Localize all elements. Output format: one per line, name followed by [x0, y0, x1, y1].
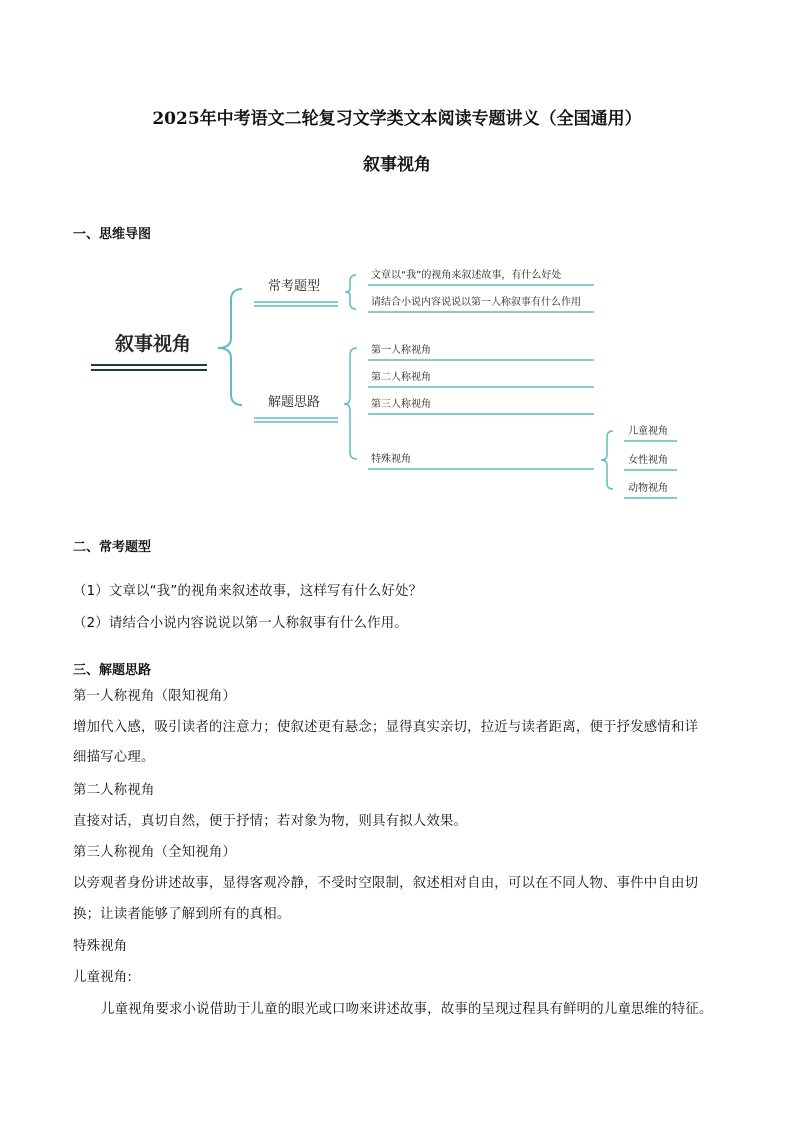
question-2: （2）请结合小说内容说说以第一人称叙事有什么作用。 — [73, 616, 408, 631]
branch1-item-1: 文章以“我”的视角来叙述故事，有什么好处 — [371, 270, 562, 281]
section-heading-mindmap: 一、思维导图 — [73, 227, 152, 242]
special-item-animal: 动物视角 — [628, 483, 668, 494]
branch2-brace — [344, 348, 357, 459]
second-person-title: 第二人称视角 — [73, 783, 155, 798]
section-heading-common-types: 二、常考题型 — [73, 540, 152, 555]
branch-label-solving-ideas: 解题思路 — [268, 395, 321, 410]
branch2-item-special: 特殊视角 — [371, 454, 411, 465]
special-item-child: 儿童视角 — [628, 426, 668, 437]
first-person-title: 第一人称视角（限知视角） — [73, 689, 237, 704]
special-brace — [601, 431, 613, 489]
third-person-text-line1: 以旁观者身份讲述故事，显得客观冷静，不受时空限制，叙述相对自由，可以在不同人物、事件中自由切 — [73, 876, 699, 891]
section-heading-solving-ideas: 三、解题思路 — [73, 663, 152, 678]
special-view-title: 特殊视角 — [73, 939, 128, 954]
document-subtitle: 叙事视角 — [363, 155, 431, 175]
branch2-item-second-person: 第二人称视角 — [371, 372, 431, 383]
first-person-text-line1: 增加代入感，吸引读者的注意力；使叙述更有悬念；显得真实亲切，拉近与读者距离，便于抒发感情和详 — [73, 720, 699, 735]
second-person-text: 直接对话，真切自然，便于抒情；若对象为物，则具有拟人效果。 — [73, 814, 468, 829]
first-person-text-line2: 细描写心理。 — [73, 750, 155, 765]
special-item-female: 女性视角 — [628, 455, 668, 466]
branch2-item-first-person: 第一人称视角 — [371, 345, 431, 356]
branch2-item-third-person: 第三人称视角 — [371, 399, 431, 410]
branch1-item-2: 请结合小说内容说说以第一人称叙事有什么作用 — [371, 297, 581, 308]
child-view-title: 儿童视角: — [73, 970, 133, 985]
main-brace — [218, 289, 242, 405]
question-1: （1）文章以“我”的视角来叙述故事，这样写有什么好处？ — [73, 584, 423, 599]
mindmap-root-label: 叙事视角 — [115, 333, 192, 355]
third-person-title: 第三人称视角（全知视角） — [73, 845, 237, 860]
branch-label-common-types: 常考题型 — [268, 279, 321, 294]
mindmap-diagram — [0, 0, 794, 520]
document-title: 2025年中考语文二轮复习文学类文本阅读专题讲义（全国通用） — [152, 109, 642, 129]
third-person-text-line2: 换；让读者能够了解到所有的真相。 — [73, 907, 291, 922]
branch1-brace — [345, 275, 356, 309]
child-view-text: 儿童视角要求小说借助于儿童的眼光或口吻来讲述故事，故事的呈现过程具有鲜明的儿童思维的特征。 — [101, 1002, 713, 1017]
